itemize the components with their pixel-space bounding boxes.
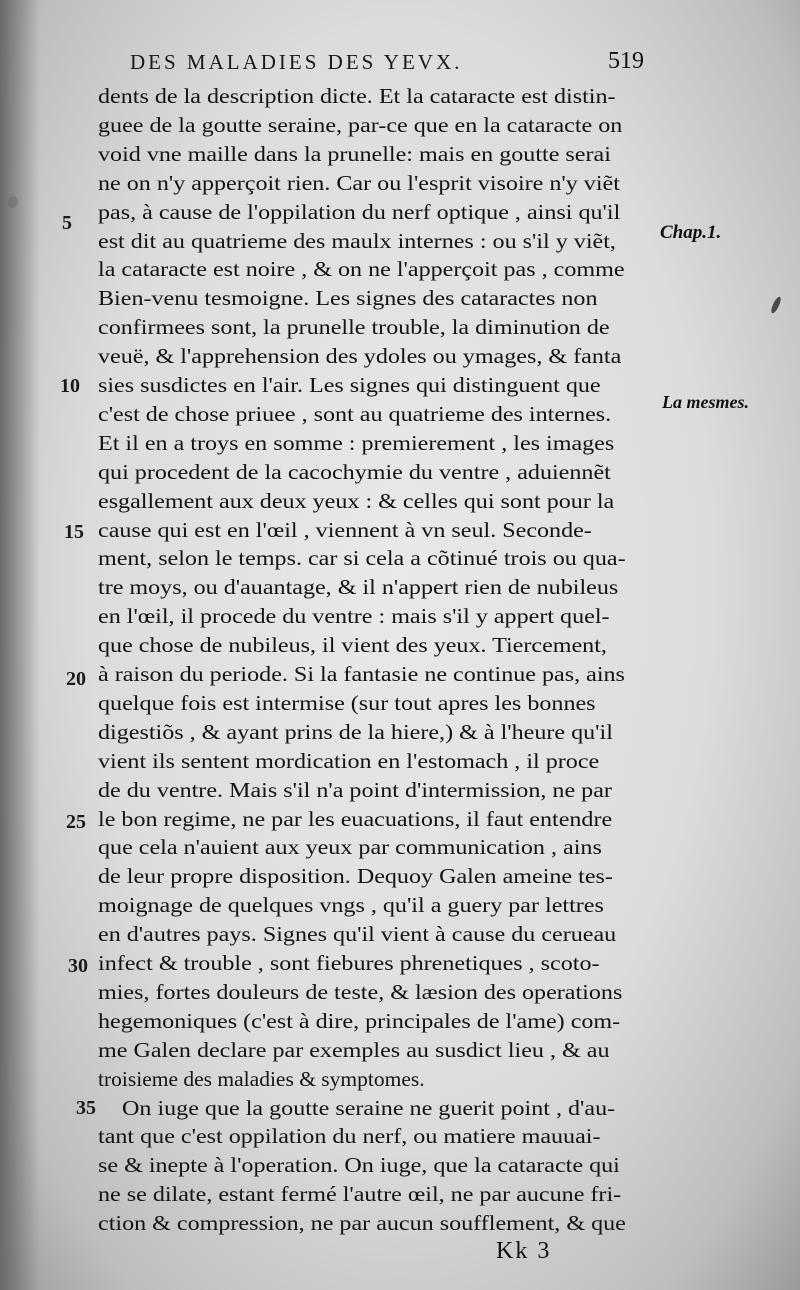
text-line: en l'œil, il procede du ventre : mais s'il y appert quel- — [98, 604, 610, 629]
text-line: à raison du periode. Si la fantasie ne continue pas, ains — [98, 662, 625, 686]
text-line: c'est de chose priuee , sont au quatrieme des internes. — [98, 401, 612, 426]
text-line: ction & compression, ne par aucun soufflement, & que — [98, 1211, 626, 1236]
text-line: de leur propre disposition. Dequoy Galen ameine tes- — [98, 864, 613, 889]
line-number: 5 — [62, 212, 72, 234]
text-line: troisieme des maladies & symptomes. — [98, 1066, 425, 1091]
running-head: DES MALADIES DES YEVX. — [130, 50, 463, 74]
line-number: 20 — [66, 668, 86, 690]
text-line: est dit au quatrieme des maulx internes : ou s'il y viẽt, — [98, 228, 616, 253]
text-line: ne se dilate, estant fermé l'autre œil, ne par aucune fri- — [98, 1182, 622, 1207]
text-line: cause qui est en l'œil , viennent à vn seul. Seconde- — [98, 517, 592, 542]
line-number: 30 — [68, 955, 88, 977]
text-line: le bon regime, ne par les euacuations, il faut entendre — [98, 806, 613, 831]
text-line: me Galen declare par exemples au susdict lieu , & au — [98, 1037, 610, 1062]
text-line: pas, à cause de l'oppilation du nerf optique , ainsi qu'il — [98, 199, 621, 224]
margin-note-chapter: Chap.1. — [660, 222, 722, 243]
line-number: 15 — [64, 521, 84, 543]
text-line: quelque fois est intermise (sur tout apres les bonnes — [98, 690, 596, 715]
line-number: 25 — [66, 811, 86, 833]
signature-mark: Kk 3 — [496, 1238, 552, 1264]
text-line: que cela n'auient aux yeux par communication , ains — [98, 835, 602, 860]
text-line: esgallement aux deux yeux : & celles qui sont pour la — [98, 488, 615, 513]
text-line: vient ils sentent mordication en l'estomach , il proce — [98, 748, 600, 773]
text-line: de du ventre. Mais s'il n'a point d'intermission, ne par — [98, 777, 612, 802]
text-line: confirmees sont, la prunelle trouble, la diminution de — [98, 315, 610, 340]
line-number: 35 — [76, 1097, 96, 1119]
text-line: sies susdictes en l'air. Les signes qui distinguent que — [98, 373, 601, 397]
text-line: Et il en a troys en somme : premierement , les images — [98, 430, 615, 455]
margin-note-same: La mesmes. — [662, 392, 749, 412]
text-line: la cataracte est noire , & on ne l'apperçoit pas , comme — [98, 257, 625, 282]
page-gutter-shadow — [0, 0, 40, 1290]
text-line: ne on n'y apperçoit rien. Car ou l'esprit visoire n'y viẽt — [98, 170, 620, 195]
text-line: void vne maille dans la prunelle: mais en goutte serai — [98, 141, 611, 166]
text-line: que chose de nubileus, il vient des yeux. Tiercement, — [98, 633, 607, 658]
text-line: veuë, & l'apprehension des ydoles ou ymages, & fanta — [98, 344, 622, 369]
text-line: tre moys, ou d'auantage, & il n'appert rien de nubileus — [98, 575, 619, 600]
text-line: tant que c'est oppilation du nerf, ou matiere mauuai- — [98, 1124, 601, 1149]
text-line: On iuge que la goutte seraine ne guerit point , d'au- — [122, 1095, 616, 1120]
text-line: en d'autres pays. Signes qu'il vient à cause du cerueau — [98, 922, 617, 947]
text-line: Bien-venu tesmoigne. Les signes des cataractes non — [98, 286, 598, 311]
text-line: guee de la goutte seraine, par-ce que en la cataracte on — [98, 112, 623, 137]
text-line: se & inepte à l'operation. On iuge, que la cataracte qui — [98, 1153, 620, 1178]
line-number: 10 — [60, 375, 80, 397]
text-line: moignage de quelques vngs , qu'il a guery par lettres — [98, 893, 604, 918]
ink-smudge — [8, 196, 18, 208]
text-line: mies, fortes douleurs de teste, & læsion des operations — [98, 979, 623, 1004]
ink-smudge — [769, 296, 782, 315]
text-line: digestiõs , & ayant prins de la hiere,) & à l'heure qu'il — [98, 719, 613, 744]
page-number: 519 — [608, 48, 644, 74]
text-line: qui procedent de la cacochymie du ventre , aduiennẽt — [98, 459, 611, 484]
text-line: infect & trouble , sont fiebures phrenetiques , scoto- — [98, 951, 600, 975]
text-line: ment, selon le temps. car si cela a cõtinué trois ou qua- — [98, 546, 626, 571]
text-line: hegemoniques (c'est à dire, principales de l'ame) com- — [98, 1008, 621, 1033]
text-line: dents de la description dicte. Et la cataracte est distin- — [98, 84, 616, 108]
